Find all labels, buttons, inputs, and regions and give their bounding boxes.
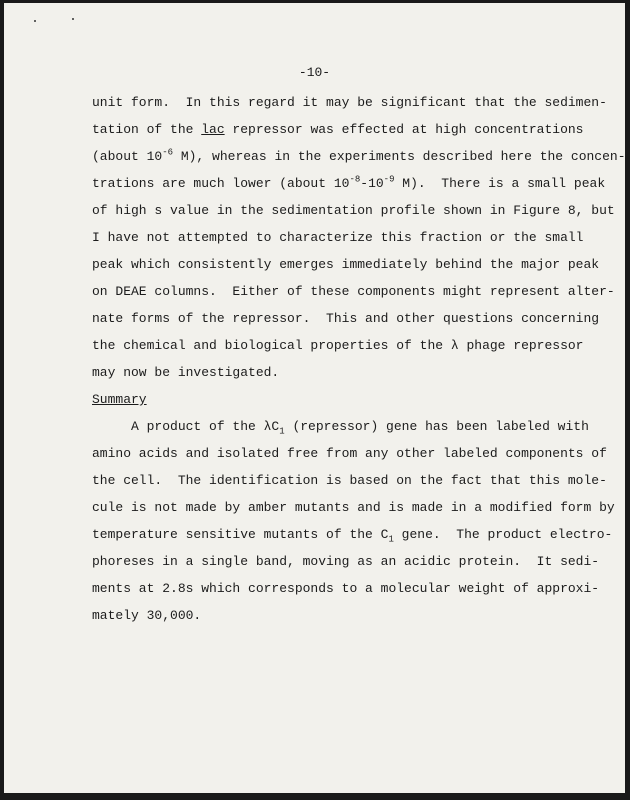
text-line: of high s value in the sedimentation profile shown in Figure 8, but bbox=[92, 203, 615, 218]
text-line: unit form. In this regard it may be significant that the sedimen- bbox=[92, 95, 607, 110]
text-line: ments at 2.8s which corresponds to a molecular weight of approxi- bbox=[92, 581, 600, 596]
text-line: nate forms of the repressor. This and other questions concerning bbox=[92, 311, 600, 326]
text-line: mately 30,000. bbox=[92, 608, 202, 623]
text-line: the cell. The identification is based on the fact that this mole- bbox=[92, 473, 607, 488]
document-page bbox=[4, 3, 625, 793]
text-line: tation of the lac repressor was effected at high concentrations bbox=[92, 122, 584, 137]
text-line: cule is not made by amber mutants and is made in a modified form by bbox=[92, 500, 615, 515]
text-line: the chemical and biological properties of the λ phage repressor bbox=[92, 338, 584, 353]
text-line: A product of the $\lambda C_1$ (repressor) gene has been labeled with bbox=[92, 419, 589, 437]
text-line: phoreses in a single band, moving as an acidic protein. It sedi- bbox=[92, 554, 600, 569]
section-heading: Summary bbox=[92, 392, 147, 407]
text-line: I have not attempted to characterize this fraction or the small bbox=[92, 230, 584, 245]
page-number: -10- bbox=[298, 65, 331, 80]
text-line: trations are much lower (about $10^{-8}-10^{-9}$ M). There is a small peak bbox=[92, 174, 606, 191]
text-line: (about $10^{-6}$ M), whereas in the experiments described here the concen- bbox=[92, 147, 626, 164]
paper-speck bbox=[34, 20, 36, 22]
underlined-term: lac bbox=[201, 122, 225, 137]
body-text bbox=[92, 89, 626, 629]
text-line: peak which consistently emerges immediately behind the major peak bbox=[92, 257, 600, 272]
text-line: temperature sensitive mutants of the $C_1$ gene. The product electro- bbox=[92, 527, 613, 545]
text-line: may now be investigated. bbox=[92, 365, 280, 380]
text-line: on DEAE columns. Either of these components might represent alter- bbox=[92, 284, 615, 299]
paper-speck bbox=[72, 18, 74, 20]
text-line: amino acids and isolated free from any other labeled components of bbox=[92, 446, 607, 461]
